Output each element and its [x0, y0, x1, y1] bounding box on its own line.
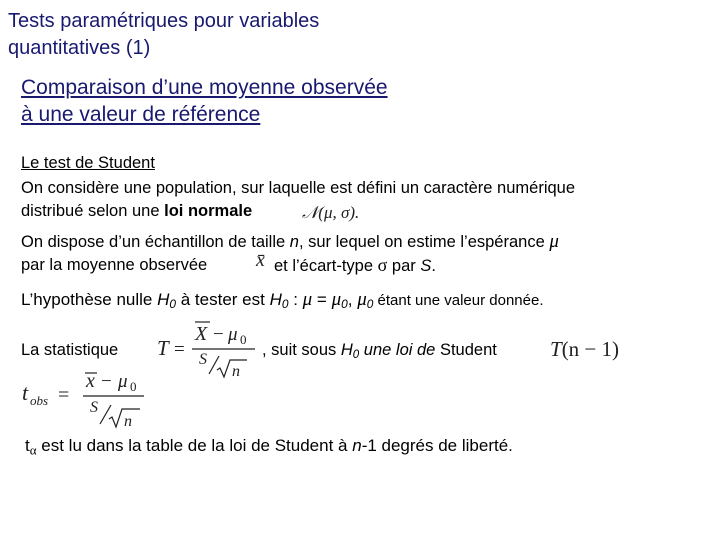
page-title: [8, 8, 319, 62]
statistic-rest: [262, 339, 497, 367]
subtitle-line2: à une valeur de référence: [21, 103, 261, 126]
t-obs-formula: [20, 368, 160, 432]
p2-text-a: On dispose d’un échantillon de taille: [21, 233, 290, 251]
p2-line2-text-a: par la moyenne observée: [21, 256, 208, 274]
formula-X: X: [195, 323, 208, 345]
formula-minus: −: [213, 324, 224, 345]
hyp-sub0b: 0: [281, 296, 289, 311]
p1-bold-loi-normale: loi normale: [164, 202, 253, 220]
tobs-eq: =: [58, 384, 70, 406]
normal-N-symbol: 𝒩: [302, 203, 319, 222]
p2-text-b: , sur lequel on estime l’espérance: [298, 233, 550, 251]
tobs-slash: [100, 405, 111, 424]
formula-slash: [209, 356, 219, 374]
formula-eq: =: [174, 339, 185, 360]
formula-T: T: [157, 336, 169, 360]
formula-mu-sub: 0: [240, 332, 247, 347]
p2-sigma: σ: [377, 255, 388, 275]
student-distribution-formula: [550, 337, 619, 362]
p2-end: .: [431, 257, 436, 275]
talpha-text-b: -1 degrés de liberté.: [361, 436, 513, 455]
tobs-x: x: [86, 370, 95, 392]
paragraph-2-line2-b: [274, 254, 436, 278]
tobs-n: n: [124, 413, 132, 430]
p2-mu: μ: [549, 231, 559, 252]
hyp-mu: μ: [302, 289, 313, 310]
stat-sub0: 0: [352, 348, 360, 361]
page-title-line1: Tests paramétriques pour variables: [8, 10, 320, 32]
normal-args: (μ, σ): [318, 203, 356, 222]
talpha-text-a: est lu dans la table de la loi de Student à: [36, 436, 353, 455]
tobs-mu-sub: 0: [130, 379, 137, 394]
hyp-text-d: étant une valeur donnée.: [373, 292, 544, 309]
paragraph-1-line1: On considère une population, sur laquelle est défini un caractère numérique: [21, 179, 576, 197]
tobs-minus: −: [101, 371, 112, 392]
hypothesis-line: [21, 288, 544, 316]
hyp-mu0: μ: [331, 289, 342, 310]
paragraph-2-line2: [21, 254, 207, 277]
page-title-line2: quantitatives (1): [8, 37, 151, 59]
xbar-symbol: x̄: [256, 249, 265, 271]
tobs-s: S: [90, 399, 98, 416]
t-alpha-line: [25, 434, 513, 461]
subtitle: [21, 74, 388, 128]
hyp-H2: H: [269, 290, 282, 309]
hyp-mu0b: μ: [357, 289, 367, 310]
talpha-alpha: α: [29, 442, 37, 458]
talpha-n: n: [352, 436, 362, 455]
normal-end: .: [355, 203, 360, 222]
hyp-eq: =: [312, 290, 332, 309]
hyp-H: H: [157, 290, 170, 309]
normal-distribution-formula: [302, 203, 359, 223]
formula-S: S: [199, 351, 207, 368]
formula-mu: μ: [228, 324, 238, 345]
p2-line2-text-c: par: [387, 257, 421, 275]
tobs-mu: μ: [118, 371, 128, 392]
tobs-t: t: [22, 380, 29, 405]
p2-S: S: [420, 257, 432, 275]
hyp-sub0d: 0: [366, 296, 374, 311]
stat-text-c: une loi de: [359, 341, 436, 359]
stat-student: Student: [435, 341, 497, 359]
hyp-text-b: à tester est: [176, 290, 270, 309]
subtitle-line1: Comparaison d’une moyenne observée: [21, 76, 388, 99]
formula-n: n: [232, 363, 240, 380]
hyp-colon: :: [288, 290, 303, 309]
t-statistic-formula: [155, 318, 260, 380]
talpha-t: t: [25, 436, 30, 455]
hyp-comma: ,: [347, 290, 358, 309]
student-args: (n − 1): [561, 337, 620, 361]
student-T: T: [550, 337, 562, 361]
hyp-sub0: 0: [169, 296, 177, 311]
paragraph-1-line2: [21, 200, 252, 223]
stat-H: H: [340, 341, 353, 359]
p2-n: n: [289, 233, 299, 251]
paragraph-2-line1: [21, 230, 559, 254]
p1-text: distribué selon une: [21, 202, 165, 220]
statistic-label: La statistique: [21, 341, 119, 359]
section-heading: Le test de Student: [21, 154, 155, 172]
stat-text-b: , suit sous: [262, 341, 341, 359]
hyp-sub0c: 0: [341, 296, 348, 311]
p2-line2-text-b: et l’écart-type: [274, 257, 378, 275]
tobs-sub: obs: [30, 393, 49, 408]
hyp-text-a: L’hypothèse nulle: [21, 290, 158, 309]
